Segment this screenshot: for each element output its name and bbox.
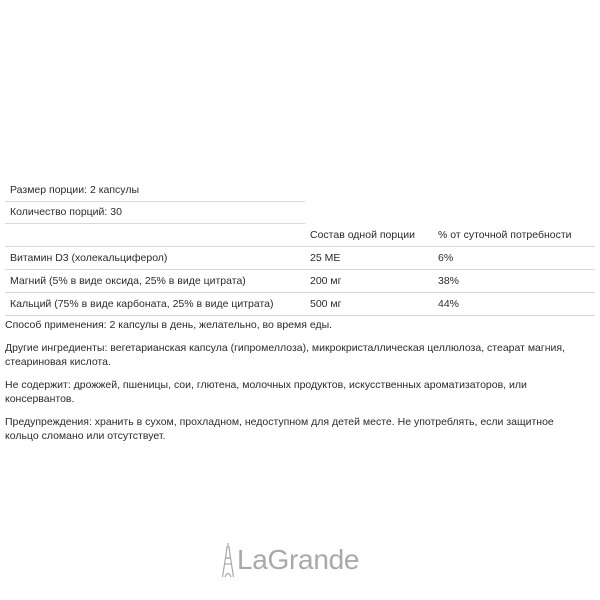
table-row xyxy=(5,247,595,270)
header-daily-value: % от суточной потребности xyxy=(438,229,572,241)
nutrient-daily-value: 6% xyxy=(438,252,454,264)
serving-size-text: Размер порции: 2 капсулы xyxy=(10,184,139,196)
watermark xyxy=(221,540,359,580)
table-row xyxy=(5,293,595,316)
nutrient-amount: 25 МЕ xyxy=(310,252,341,264)
nutrient-name: Витамин D3 (холекальциферол) xyxy=(10,252,168,264)
ingredients-text: Другие ингредиенты: вегетарианская капсула (гипромеллоза), микрокристаллическая целлюлоза, стеарат магния, стеариновая кислота. xyxy=(5,342,565,368)
header-amount: Состав одной порции xyxy=(310,229,415,241)
servings-count-row xyxy=(5,202,305,224)
nutrient-name: Магний (5% в виде оксида, 25% в виде цитрата) xyxy=(10,275,246,287)
usage-text: Способ применения: 2 капсулы в день, желательно, во время еды. xyxy=(5,319,333,331)
eiffel-tower-icon xyxy=(221,542,235,578)
table-row xyxy=(5,270,595,293)
product-info xyxy=(5,318,590,452)
serving-size-row xyxy=(5,180,305,202)
servings-count-text: Количество порций: 30 xyxy=(10,206,122,218)
free-of-text: Не содержит: дрожжей, пшеницы, сои, глютена, молочных продуктов, искусственных ароматизаторов, или консервантов. xyxy=(5,379,527,405)
nutrient-amount: 200 мг xyxy=(310,275,342,287)
nutrient-amount: 500 мг xyxy=(310,298,342,310)
watermark-text: LaGrande xyxy=(237,544,360,575)
nutrient-daily-value: 38% xyxy=(438,275,460,287)
warning-text: Предупреждения: хранить в сухом, прохладном, недоступном для детей месте. Не употреблять, если защитное кольцо сломано или отсутствует. xyxy=(5,416,554,442)
table-header-row xyxy=(5,224,595,247)
nutrient-name: Кальций (75% в виде карбоната, 25% в виде цитрата) xyxy=(10,298,274,310)
nutrient-daily-value: 44% xyxy=(438,298,460,310)
supplement-facts-table xyxy=(5,180,595,316)
